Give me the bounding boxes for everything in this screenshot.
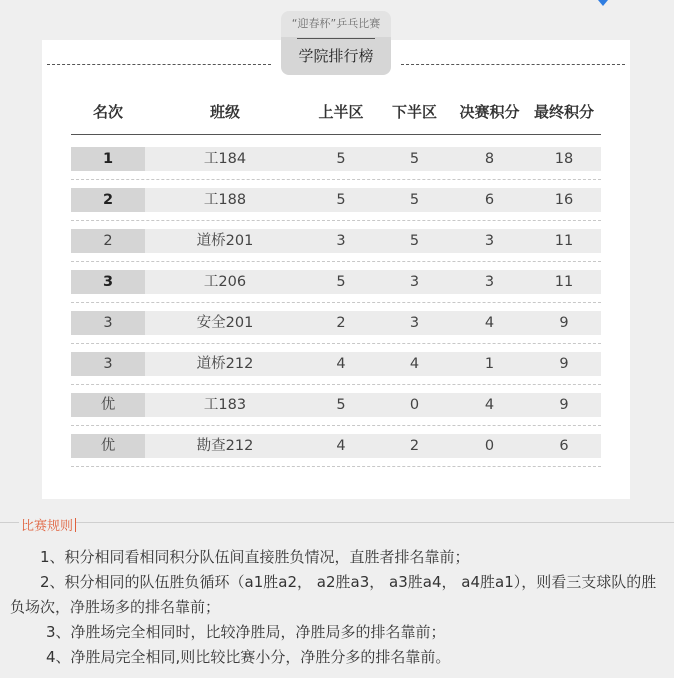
board-title-badge: [281, 37, 391, 75]
table-row: [71, 188, 601, 212]
cell-class: 工206: [203, 274, 247, 290]
cell-class: 工183: [203, 397, 247, 413]
row-separator: [71, 384, 601, 385]
rule-item: 2、积分相同的队伍胜负循环（a1胜a2， a2胜a3， a3胜a4， a4胜a1），则看三支球队的胜负场次，净胜场多的排名靠前；: [10, 573, 657, 616]
cell-upper: 5: [336, 151, 346, 167]
cell-lower: 5: [409, 233, 420, 249]
event-name: “迎春杯”乒乓比赛: [281, 11, 391, 37]
cell-final-points: 0: [484, 438, 495, 454]
table-row: [71, 311, 601, 335]
cell-rank: 3: [71, 311, 145, 335]
cell-final-points: 1: [484, 356, 495, 372]
cell-total-points: 11: [554, 274, 574, 290]
cell-upper: 5: [336, 192, 346, 208]
row-separator: [71, 466, 601, 467]
scroll-marker-icon: [598, 0, 608, 6]
column-header-upper: 上半区: [318, 103, 364, 121]
cell-upper: 2: [336, 315, 346, 331]
rule-item: 1、积分相同看相同积分队伍间直接胜负情况，直胜者排名靠前；: [40, 548, 470, 566]
cell-final-points: 4: [484, 397, 495, 413]
row-separator: [71, 220, 601, 221]
table-row: [71, 229, 601, 253]
cell-total-points: 9: [559, 397, 569, 413]
title-dash-right: [401, 64, 625, 65]
cell-final-points: 3: [484, 274, 495, 290]
row-separator: [71, 425, 601, 426]
cell-class: 道桥201: [196, 233, 254, 249]
column-header-lower: 下半区: [391, 103, 437, 121]
table-row: [71, 434, 601, 458]
board-title: 学院排行榜: [298, 47, 374, 65]
cell-lower: 4: [409, 356, 420, 372]
cell-upper: 5: [336, 397, 346, 413]
row-separator: [71, 179, 601, 180]
cell-total-points: 16: [554, 192, 574, 208]
row-separator: [71, 302, 601, 303]
row-separator: [71, 261, 601, 262]
table-row: [71, 393, 601, 417]
cell-final-points: 8: [484, 151, 495, 167]
cell-rank: 1: [71, 147, 145, 171]
cell-rank: 优: [71, 434, 145, 458]
cell-final-points: 4: [484, 315, 495, 331]
column-header-rank: 名次: [92, 103, 123, 121]
cell-total-points: 9: [559, 315, 569, 331]
cell-lower: 3: [409, 315, 420, 331]
cell-rank: 3: [71, 270, 145, 294]
table-row: [71, 147, 601, 171]
cell-rank: 3: [71, 352, 145, 376]
cell-lower: 0: [409, 397, 420, 413]
cell-total-points: 18: [554, 151, 574, 167]
cell-final-points: 6: [484, 192, 495, 208]
cell-class: 安全201: [196, 315, 254, 331]
cell-total-points: 9: [559, 356, 569, 372]
cell-lower: 3: [409, 274, 420, 290]
column-header-total-points: 最终积分: [533, 103, 594, 121]
cell-upper: 4: [336, 438, 346, 454]
cell-total-points: 6: [559, 438, 569, 454]
cell-lower: 5: [409, 151, 420, 167]
cell-final-points: 3: [484, 233, 495, 249]
cell-class: 勘查212: [196, 438, 254, 454]
cell-lower: 5: [409, 192, 420, 208]
cell-rank: 2: [71, 229, 145, 253]
cell-upper: 4: [336, 356, 346, 372]
rules-title: 比赛规则: [19, 515, 75, 534]
cell-class: 道桥212: [196, 356, 254, 372]
cell-rank: 2: [71, 188, 145, 212]
section-divider: [0, 522, 674, 523]
table-row: [71, 270, 601, 294]
cell-upper: 3: [336, 233, 346, 249]
cell-total-points: 11: [554, 233, 574, 249]
row-separator: [71, 343, 601, 344]
cell-lower: 2: [409, 438, 420, 454]
cell-class: 工188: [203, 192, 247, 208]
title-dash-left: [47, 64, 271, 65]
table-header: [71, 96, 601, 135]
cell-upper: 5: [336, 274, 346, 290]
cell-class: 工184: [203, 151, 247, 167]
cell-rank: 优: [71, 393, 145, 417]
rule-item: 4、净胜局完全相同,则比较比赛小分，净胜分多的排名靠前。: [46, 648, 451, 666]
column-header-final-points: 决赛积分: [459, 103, 520, 121]
rule-item: 3、净胜场完全相同时，比较净胜局，净胜局多的排名靠前；: [46, 623, 446, 641]
table-row: [71, 352, 601, 376]
column-header-class: 班级: [209, 103, 240, 121]
